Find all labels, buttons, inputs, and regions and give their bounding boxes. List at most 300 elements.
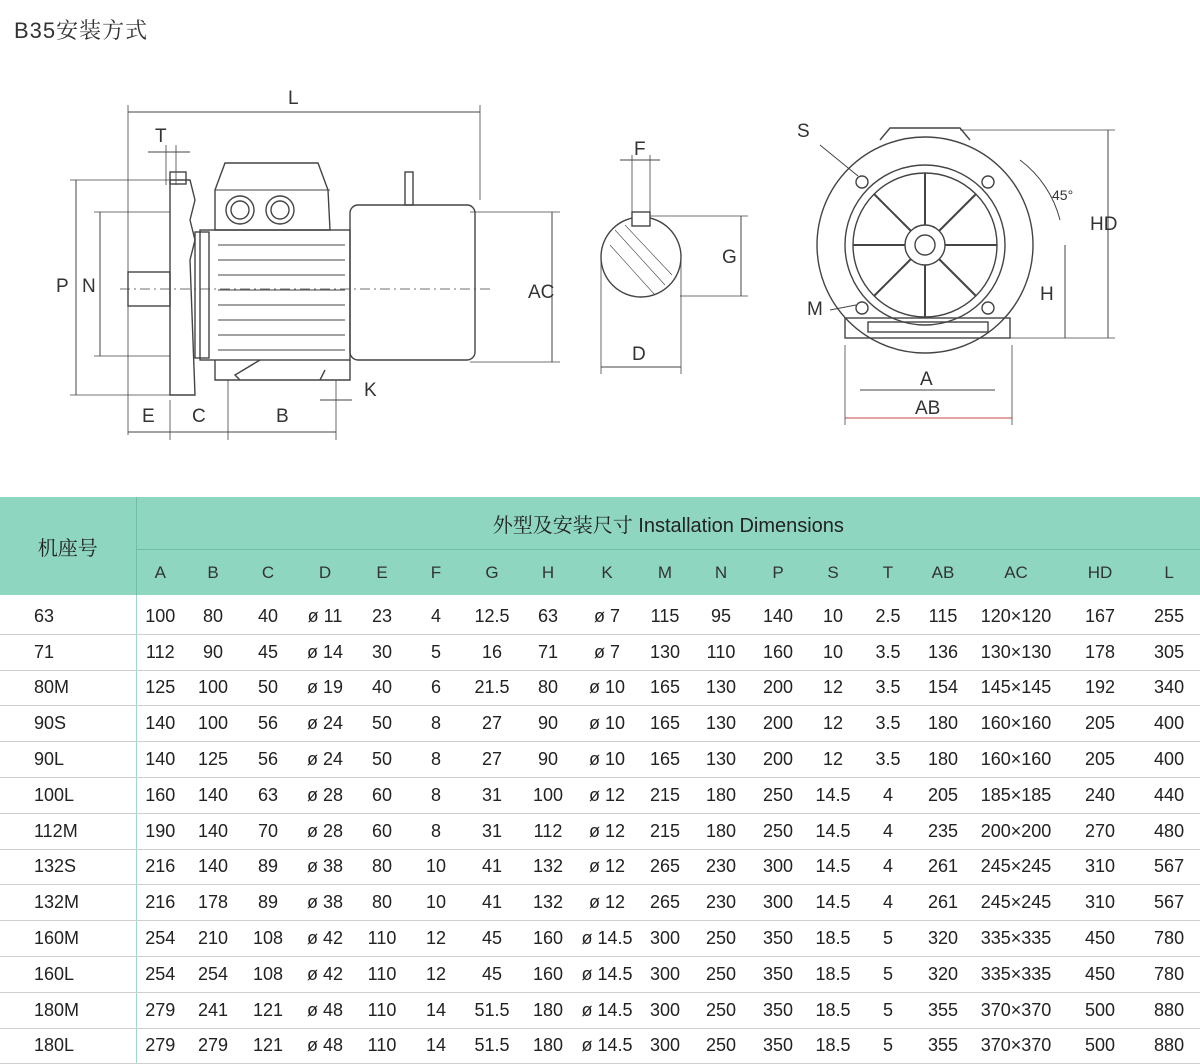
- label-E: E: [142, 406, 155, 427]
- table-cell: 261: [916, 885, 970, 921]
- table-cell: 300: [638, 1028, 692, 1064]
- column-header-t: T: [860, 550, 916, 596]
- table-cell: 165: [638, 670, 692, 706]
- table-cell: 279: [136, 992, 184, 1028]
- table-row: [0, 956, 1200, 992]
- table-cell: 216: [136, 885, 184, 921]
- table-cell: 80: [520, 670, 576, 706]
- table-cell: 40: [356, 670, 408, 706]
- table-cell: ø 10: [576, 706, 638, 742]
- label-P: P: [56, 276, 69, 297]
- table-cell: 880: [1138, 992, 1200, 1028]
- column-header-ab: AB: [916, 550, 970, 596]
- column-header-l: L: [1138, 550, 1200, 596]
- table-cell: 130: [638, 634, 692, 670]
- table-cell: ø 38: [294, 885, 356, 921]
- table-cell: 140: [750, 595, 806, 634]
- label-AC: AC: [528, 282, 555, 303]
- table-cell: 160: [136, 777, 184, 813]
- table-cell: 3.5: [860, 742, 916, 778]
- table-cell: 140: [184, 777, 242, 813]
- table-cell: 3.5: [860, 706, 916, 742]
- table-cell: 305: [1138, 634, 1200, 670]
- table-cell: 30: [356, 634, 408, 670]
- table-cell: 121: [242, 992, 294, 1028]
- table-cell: 245×245: [970, 885, 1062, 921]
- table-cell: ø 12: [576, 885, 638, 921]
- table-cell: 41: [464, 849, 520, 885]
- table-cell: 14: [408, 1028, 464, 1064]
- model-cell: 80M: [0, 670, 136, 706]
- table-cell: 90: [520, 706, 576, 742]
- model-cell: 90L: [0, 742, 136, 778]
- table-cell: 50: [242, 670, 294, 706]
- label-B: B: [276, 406, 289, 427]
- table-cell: ø 42: [294, 956, 356, 992]
- table-cell: 350: [750, 1028, 806, 1064]
- table-cell: 235: [916, 813, 970, 849]
- table-cell: 160×160: [970, 706, 1062, 742]
- table-cell: 4: [860, 849, 916, 885]
- table-cell: 89: [242, 849, 294, 885]
- table-cell: 89: [242, 885, 294, 921]
- table-cell: 132: [520, 885, 576, 921]
- table-cell: 90: [520, 742, 576, 778]
- table-cell: 100: [136, 595, 184, 634]
- column-header-f: F: [408, 550, 464, 596]
- table-cell: 18.5: [806, 921, 860, 957]
- table-cell: 23: [356, 595, 408, 634]
- table-cell: 279: [184, 1028, 242, 1064]
- label-HD: HD: [1090, 214, 1118, 235]
- table-cell: 45: [242, 634, 294, 670]
- table-cell: 140: [136, 742, 184, 778]
- table-cell: 320: [916, 956, 970, 992]
- table-cell: 205: [1062, 742, 1138, 778]
- table-cell: 216: [136, 849, 184, 885]
- table-cell: 440: [1138, 777, 1200, 813]
- table-cell: ø 19: [294, 670, 356, 706]
- column-header-m: M: [638, 550, 692, 596]
- table-cell: 10: [806, 595, 860, 634]
- table-cell: 167: [1062, 595, 1138, 634]
- table-cell: 215: [638, 777, 692, 813]
- table-cell: ø 42: [294, 921, 356, 957]
- table-cell: 41: [464, 885, 520, 921]
- table-cell: 63: [242, 777, 294, 813]
- table-cell: 300: [750, 849, 806, 885]
- table-cell: 110: [356, 956, 408, 992]
- table-cell: 100: [520, 777, 576, 813]
- table-cell: 18.5: [806, 956, 860, 992]
- table-cell: 154: [916, 670, 970, 706]
- column-header-hd: HD: [1062, 550, 1138, 596]
- dimensions-table: [0, 497, 1200, 1064]
- table-cell: 310: [1062, 849, 1138, 885]
- column-header-s: S: [806, 550, 860, 596]
- table-cell: 200×200: [970, 813, 1062, 849]
- table-cell: 112: [520, 813, 576, 849]
- table-cell: 300: [750, 885, 806, 921]
- table-cell: 200: [750, 706, 806, 742]
- table-cell: 310: [1062, 885, 1138, 921]
- column-header-p: P: [750, 550, 806, 596]
- table-cell: ø 11: [294, 595, 356, 634]
- table-cell: 250: [692, 992, 750, 1028]
- table-cell: 165: [638, 742, 692, 778]
- table-cell: 12: [806, 742, 860, 778]
- table-cell: 5: [860, 992, 916, 1028]
- table-cell: 210: [184, 921, 242, 957]
- table-cell: 100: [184, 670, 242, 706]
- table-cell: 27: [464, 742, 520, 778]
- table-cell: 279: [136, 1028, 184, 1064]
- table-cell: 350: [750, 921, 806, 957]
- table-cell: ø 10: [576, 670, 638, 706]
- label-AB: AB: [915, 398, 941, 419]
- model-cell: 180M: [0, 992, 136, 1028]
- table-cell: 320: [916, 921, 970, 957]
- page-title: B35安装方式: [14, 18, 149, 43]
- table-cell: 180: [520, 1028, 576, 1064]
- column-header-d: D: [294, 550, 356, 596]
- table-row: [0, 1028, 1200, 1064]
- table-cell: ø 14.5: [576, 956, 638, 992]
- table-row: [0, 777, 1200, 813]
- table-cell: 350: [750, 956, 806, 992]
- table-cell: 160×160: [970, 742, 1062, 778]
- table-cell: 95: [692, 595, 750, 634]
- table-cell: 245×245: [970, 849, 1062, 885]
- section-title: 外型及安装尺寸 Installation Dimensions: [136, 497, 1200, 550]
- table-cell: 567: [1138, 849, 1200, 885]
- model-cell: 71: [0, 634, 136, 670]
- label-S: S: [797, 121, 810, 142]
- column-header-h: H: [520, 550, 576, 596]
- model-cell: 100L: [0, 777, 136, 813]
- table-cell: 5: [860, 921, 916, 957]
- dimensions-table-container: [0, 497, 1200, 1056]
- table-cell: 335×335: [970, 921, 1062, 957]
- table-row: [0, 595, 1200, 634]
- table-cell: 340: [1138, 670, 1200, 706]
- table-cell: 230: [692, 849, 750, 885]
- model-column-header: 机座号: [0, 497, 136, 595]
- table-cell: ø 28: [294, 777, 356, 813]
- table-cell: 300: [638, 956, 692, 992]
- table-cell: 160: [520, 956, 576, 992]
- table-cell: 265: [638, 885, 692, 921]
- table-cell: ø 38: [294, 849, 356, 885]
- table-cell: 265: [638, 849, 692, 885]
- table-cell: 50: [356, 742, 408, 778]
- table-cell: ø 14.5: [576, 992, 638, 1028]
- table-cell: 115: [916, 595, 970, 634]
- table-cell: 51.5: [464, 1028, 520, 1064]
- column-header-b: B: [184, 550, 242, 596]
- table-cell: 6: [408, 670, 464, 706]
- table-cell: ø 12: [576, 849, 638, 885]
- table-row: [0, 634, 1200, 670]
- table-row: [0, 849, 1200, 885]
- label-F: F: [634, 139, 646, 160]
- table-cell: 250: [750, 813, 806, 849]
- label-L: L: [288, 88, 299, 109]
- table-cell: 14.5: [806, 849, 860, 885]
- table-cell: ø 7: [576, 634, 638, 670]
- table-cell: 12: [408, 956, 464, 992]
- table-cell: 110: [356, 921, 408, 957]
- table-cell: 200: [750, 670, 806, 706]
- table-cell: 18.5: [806, 992, 860, 1028]
- table-cell: 130: [692, 742, 750, 778]
- table-cell: 45: [464, 956, 520, 992]
- table-cell: 110: [356, 992, 408, 1028]
- table-cell: 880: [1138, 1028, 1200, 1064]
- table-cell: 254: [136, 921, 184, 957]
- column-header-n: N: [692, 550, 750, 596]
- column-header-g: G: [464, 550, 520, 596]
- table-cell: 12: [806, 670, 860, 706]
- table-cell: 567: [1138, 885, 1200, 921]
- table-cell: 200: [750, 742, 806, 778]
- table-row: [0, 921, 1200, 957]
- table-cell: 8: [408, 742, 464, 778]
- table-cell: 108: [242, 956, 294, 992]
- table-cell: ø 48: [294, 1028, 356, 1064]
- column-header-c: C: [242, 550, 294, 596]
- table-cell: 125: [136, 670, 184, 706]
- table-cell: 8: [408, 706, 464, 742]
- table-cell: 90: [184, 634, 242, 670]
- model-cell: 90S: [0, 706, 136, 742]
- table-cell: 254: [184, 956, 242, 992]
- table-cell: 178: [184, 885, 242, 921]
- table-cell: 80: [356, 849, 408, 885]
- table-cell: ø 10: [576, 742, 638, 778]
- table-cell: 180: [916, 706, 970, 742]
- table-cell: 14.5: [806, 777, 860, 813]
- model-cell: 160L: [0, 956, 136, 992]
- table-cell: 110: [692, 634, 750, 670]
- table-cell: 4: [860, 885, 916, 921]
- table-cell: 215: [638, 813, 692, 849]
- table-cell: 4: [408, 595, 464, 634]
- label-A: A: [920, 369, 933, 390]
- table-cell: 10: [806, 634, 860, 670]
- table-cell: 400: [1138, 706, 1200, 742]
- table-cell: 100: [184, 706, 242, 742]
- table-cell: 250: [692, 1028, 750, 1064]
- table-cell: 140: [184, 813, 242, 849]
- table-cell: 2.5: [860, 595, 916, 634]
- table-cell: 80: [184, 595, 242, 634]
- table-cell: 3.5: [860, 670, 916, 706]
- table-cell: 250: [750, 777, 806, 813]
- table-cell: 370×370: [970, 992, 1062, 1028]
- table-cell: 130×130: [970, 634, 1062, 670]
- table-cell: 250: [692, 921, 750, 957]
- table-cell: 241: [184, 992, 242, 1028]
- table-cell: 160: [750, 634, 806, 670]
- column-header-ac: AC: [970, 550, 1062, 596]
- table-cell: 70: [242, 813, 294, 849]
- table-cell: 180: [520, 992, 576, 1028]
- table-cell: 45: [464, 921, 520, 957]
- table-cell: 50: [356, 706, 408, 742]
- table-cell: 10: [408, 849, 464, 885]
- label-N: N: [82, 276, 96, 297]
- table-cell: 335×335: [970, 956, 1062, 992]
- table-cell: 14.5: [806, 813, 860, 849]
- label-angle: 45°: [1052, 187, 1074, 203]
- table-cell: 250: [692, 956, 750, 992]
- table-cell: 136: [916, 634, 970, 670]
- table-cell: 185×185: [970, 777, 1062, 813]
- table-cell: 450: [1062, 956, 1138, 992]
- table-cell: 190: [136, 813, 184, 849]
- table-cell: 480: [1138, 813, 1200, 849]
- label-G: G: [722, 247, 737, 268]
- table-cell: 71: [520, 634, 576, 670]
- table-cell: 370×370: [970, 1028, 1062, 1064]
- table-cell: 180: [692, 777, 750, 813]
- table-row: [0, 706, 1200, 742]
- table-cell: 31: [464, 813, 520, 849]
- table-cell: 300: [638, 921, 692, 957]
- table-cell: 12: [806, 706, 860, 742]
- table-cell: ø 28: [294, 813, 356, 849]
- table-cell: 115: [638, 595, 692, 634]
- table-row: [0, 670, 1200, 706]
- table-cell: 8: [408, 777, 464, 813]
- table-cell: 132: [520, 849, 576, 885]
- column-header-a: A: [136, 550, 184, 596]
- table-cell: 300: [638, 992, 692, 1028]
- column-header-e: E: [356, 550, 408, 596]
- table-cell: 5: [408, 634, 464, 670]
- table-cell: 160: [520, 921, 576, 957]
- table-cell: 4: [860, 813, 916, 849]
- table-row: [0, 742, 1200, 778]
- table-cell: 56: [242, 742, 294, 778]
- table-cell: 400: [1138, 742, 1200, 778]
- table-cell: 16: [464, 634, 520, 670]
- table-cell: 140: [184, 849, 242, 885]
- table-cell: 121: [242, 1028, 294, 1064]
- table-cell: 56: [242, 706, 294, 742]
- side-view: [70, 105, 560, 440]
- table-cell: 21.5: [464, 670, 520, 706]
- table-cell: 355: [916, 992, 970, 1028]
- table-cell: 60: [356, 777, 408, 813]
- table-cell: 205: [916, 777, 970, 813]
- column-header-k: K: [576, 550, 638, 596]
- table-cell: 108: [242, 921, 294, 957]
- table-cell: 60: [356, 813, 408, 849]
- table-cell: 40: [242, 595, 294, 634]
- table-cell: 240: [1062, 777, 1138, 813]
- table-cell: 130: [692, 670, 750, 706]
- model-cell: 112M: [0, 813, 136, 849]
- table-cell: ø 24: [294, 706, 356, 742]
- label-C: C: [192, 406, 206, 427]
- table-cell: 780: [1138, 956, 1200, 992]
- table-cell: 192: [1062, 670, 1138, 706]
- table-cell: 180: [916, 742, 970, 778]
- table-cell: 31: [464, 777, 520, 813]
- label-K: K: [364, 380, 377, 401]
- table-cell: ø 14.5: [576, 921, 638, 957]
- label-M: M: [807, 299, 823, 320]
- table-cell: 110: [356, 1028, 408, 1064]
- table-cell: 3.5: [860, 634, 916, 670]
- table-cell: 450: [1062, 921, 1138, 957]
- table-row: [0, 885, 1200, 921]
- table-cell: 14.5: [806, 885, 860, 921]
- label-H: H: [1040, 284, 1054, 305]
- table-cell: 180: [692, 813, 750, 849]
- table-cell: 205: [1062, 706, 1138, 742]
- model-cell: 132S: [0, 849, 136, 885]
- motor-drawing: [0, 60, 1200, 480]
- table-cell: 14: [408, 992, 464, 1028]
- table-cell: 130: [692, 706, 750, 742]
- table-cell: 10: [408, 885, 464, 921]
- table-cell: 230: [692, 885, 750, 921]
- table-cell: 780: [1138, 921, 1200, 957]
- table-cell: 63: [520, 595, 576, 634]
- table-cell: 125: [184, 742, 242, 778]
- table-cell: 8: [408, 813, 464, 849]
- table-cell: 270: [1062, 813, 1138, 849]
- model-cell: 180L: [0, 1028, 136, 1064]
- table-cell: 254: [136, 956, 184, 992]
- label-T: T: [155, 126, 167, 147]
- table-cell: ø 12: [576, 813, 638, 849]
- table-cell: 27: [464, 706, 520, 742]
- model-cell: 63: [0, 595, 136, 634]
- table-cell: 5: [860, 956, 916, 992]
- table-cell: 178: [1062, 634, 1138, 670]
- table-cell: ø 14.5: [576, 1028, 638, 1064]
- table-row: [0, 992, 1200, 1028]
- table-cell: 80: [356, 885, 408, 921]
- table-cell: 145×145: [970, 670, 1062, 706]
- table-cell: 355: [916, 1028, 970, 1064]
- table-cell: ø 7: [576, 595, 638, 634]
- table-cell: 255: [1138, 595, 1200, 634]
- model-cell: 160M: [0, 921, 136, 957]
- table-cell: 12: [408, 921, 464, 957]
- table-cell: ø 24: [294, 742, 356, 778]
- model-cell: 132M: [0, 885, 136, 921]
- table-cell: ø 48: [294, 992, 356, 1028]
- table-cell: ø 14: [294, 634, 356, 670]
- table-cell: 112: [136, 634, 184, 670]
- table-cell: 5: [860, 1028, 916, 1064]
- table-cell: 500: [1062, 992, 1138, 1028]
- table-cell: 500: [1062, 1028, 1138, 1064]
- table-row: [0, 813, 1200, 849]
- table-cell: 4: [860, 777, 916, 813]
- table-cell: 261: [916, 849, 970, 885]
- label-D: D: [632, 344, 646, 365]
- table-cell: ø 12: [576, 777, 638, 813]
- table-cell: 18.5: [806, 1028, 860, 1064]
- table-cell: 140: [136, 706, 184, 742]
- table-cell: 120×120: [970, 595, 1062, 634]
